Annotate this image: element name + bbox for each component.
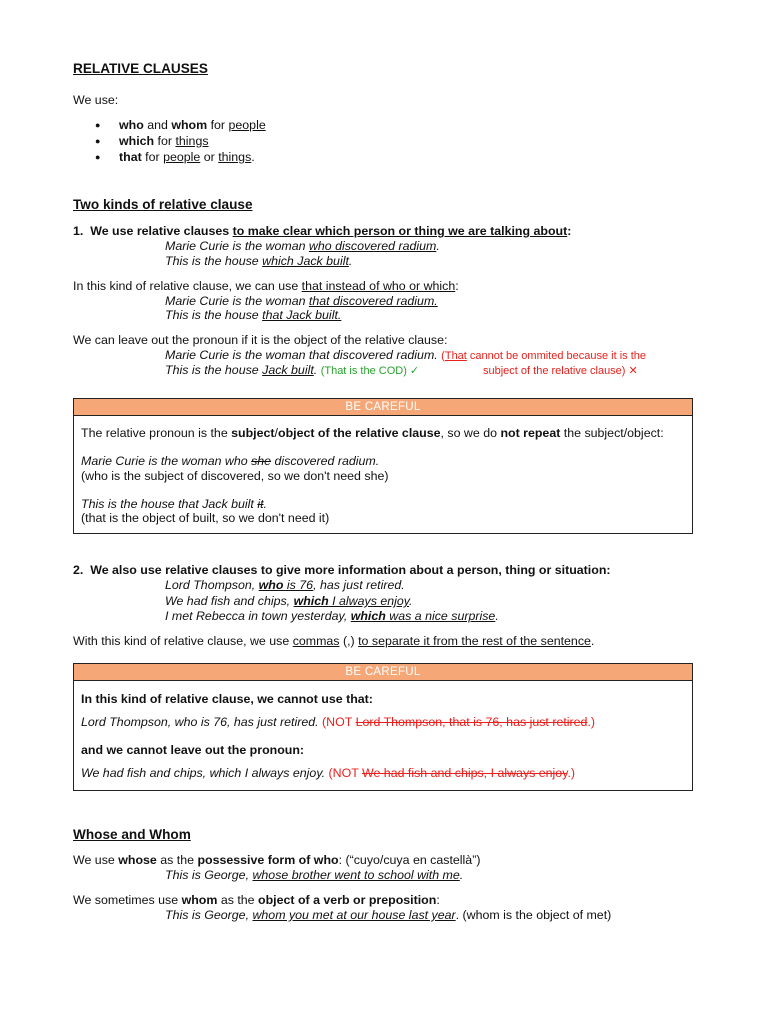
box-header: BE CAREFUL xyxy=(74,399,692,416)
box-header: BE CAREFUL xyxy=(74,664,692,681)
example-sentence: We had fish and chips, which I always enjoy. xyxy=(165,594,413,608)
bullet-dot-icon: ● xyxy=(95,136,101,146)
section2-lead: 2. We also use relative clauses to give more information about a person, thing or situation: xyxy=(73,563,611,577)
paragraph: We can leave out the pronoun if it is the object of the relative clause: xyxy=(73,333,448,347)
section-heading-two-kinds: Two kinds of relative clause xyxy=(73,197,253,212)
box-example: This is the house that Jack built it. xyxy=(81,497,267,511)
page-title: RELATIVE CLAUSES xyxy=(73,61,208,76)
example-sentence: This is the house which Jack built. xyxy=(165,254,353,268)
section1-lead: 1. We use relative clauses to make clear which person or thing we are talking about: xyxy=(73,224,572,238)
note-red: (That cannot be ommited because it is the xyxy=(441,350,647,362)
note-green: (That is the COD) ✓ xyxy=(320,365,420,377)
be-careful-box xyxy=(73,663,693,791)
note-red: subject of the relative clause) ✕ xyxy=(483,365,638,377)
bullet-dot-icon: ● xyxy=(95,120,101,130)
section-heading-whose-whom: Whose and Whom xyxy=(73,827,191,842)
example-sentence: This is the house that Jack built. xyxy=(165,308,342,322)
bullet-dot-icon: ● xyxy=(95,152,101,162)
intro-text: We use: xyxy=(73,93,119,107)
box-example: Lord Thompson, who is 76, has just retired. (NOT Lord Thompson, that is 76, has just retired.) xyxy=(81,715,596,729)
paragraph: In this kind of relative clause, we can use that instead of who or which: xyxy=(73,279,459,293)
box-example: Marie Curie is the woman who she discovered radium. xyxy=(81,454,380,468)
example-sentence: I met Rebecca in town yesterday, which was a nice surprise. xyxy=(165,609,499,623)
list-item: which for things xyxy=(119,134,209,148)
box-example: We had fish and chips, which I always enjoy. (NOT We had fish and chips, I always enjoy.) xyxy=(81,766,576,780)
box-text: The relative pronoun is the subject/object of the relative clause, so we do not repeat the subject/object: xyxy=(81,426,664,440)
be-careful-box xyxy=(73,398,693,534)
example-sentence: Lord Thompson, who is 76, has just retired. xyxy=(165,578,405,592)
example-sentence: This is George, whom you met at our house last year. (whom is the object of met) xyxy=(165,908,612,922)
example-sentence: Marie Curie is the woman that discovered radium. (That cannot be ommited because it is the xyxy=(165,348,647,362)
example-sentence: This is George, whose brother went to school with me. xyxy=(165,868,464,882)
paragraph: We use whose as the possessive form of who: (“cuyo/cuya en castellà”) xyxy=(73,853,481,867)
box-text: In this kind of relative clause, we cannot use that: xyxy=(81,692,373,706)
box-text: (who is the subject of discovered, so we don't need she) xyxy=(81,469,389,483)
box-text: (that is the object of built, so we don't need it) xyxy=(81,511,330,525)
paragraph: We sometimes use whom as the object of a verb or preposition: xyxy=(73,893,440,907)
box-text: and we cannot leave out the pronoun: xyxy=(81,743,305,757)
paragraph: With this kind of relative clause, we use commas (,) to separate it from the rest of the sentence. xyxy=(73,634,595,648)
example-sentence: Marie Curie is the woman who discovered radium. xyxy=(165,239,440,253)
example-sentence: This is the house Jack built. (That is the COD) ✓ xyxy=(165,363,420,377)
list-item: that for people or things. xyxy=(119,150,255,164)
example-sentence: Marie Curie is the woman that discovered radium. xyxy=(165,294,438,308)
list-item: who and whom for people xyxy=(119,118,266,132)
